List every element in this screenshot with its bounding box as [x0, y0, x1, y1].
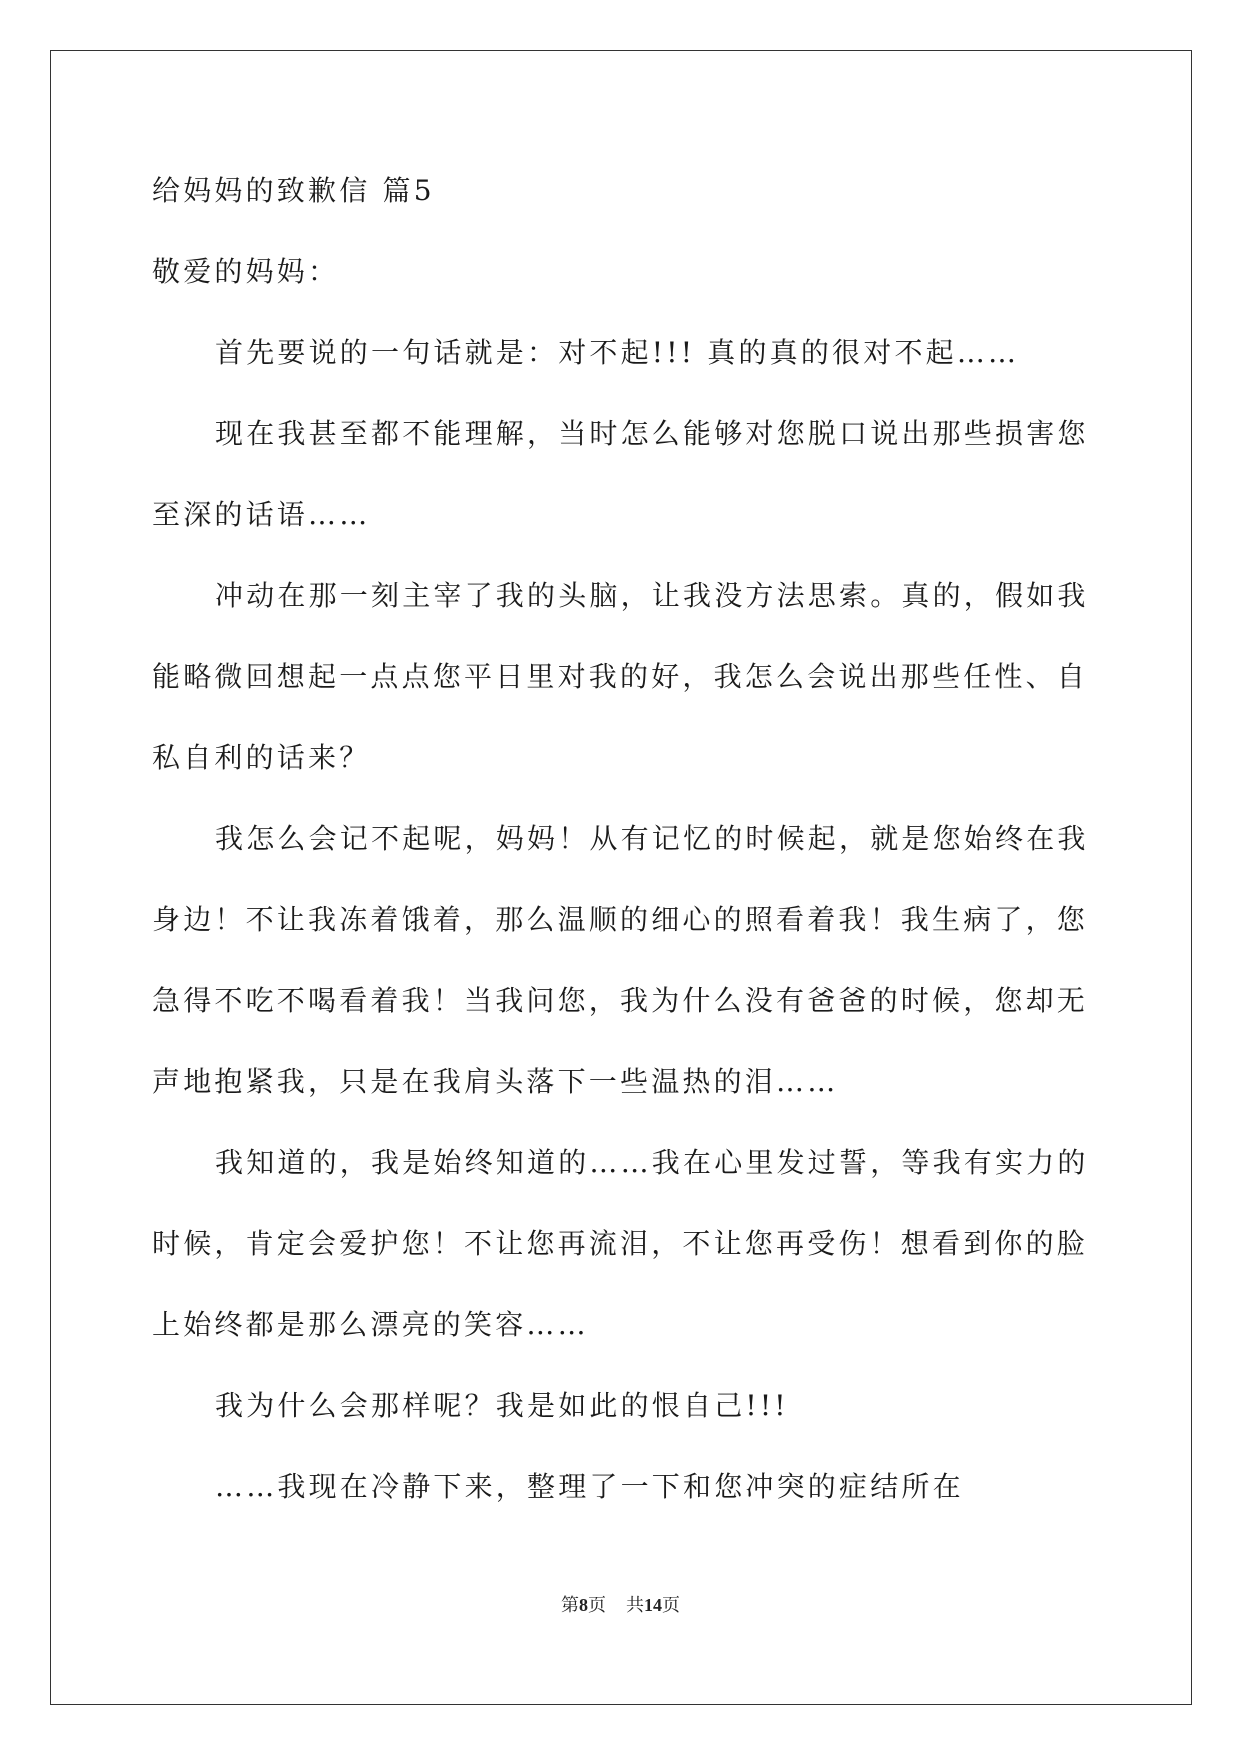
paragraph-line: 急得不吃不喝看着我！当我问您，我为什么没有爸爸的时候，您却无	[152, 984, 1089, 1017]
paragraph-line: 身边！不让我冻着饿着，那么温顺的细心的照看着我！我生病了，您	[152, 903, 1089, 936]
paragraph-line: 声地抱紧我，只是在我肩头落下一些温热的泪……	[152, 1065, 839, 1098]
paragraph-line: 时候，肯定会爱护您！不让您再流泪，不让您再受伤！想看到你的脸	[152, 1227, 1089, 1260]
salutation: 敬爱的妈妈：	[152, 255, 340, 288]
footer-page-suffix: 页	[588, 1595, 606, 1615]
paragraph-line: 至深的话语……	[152, 498, 371, 531]
total-pages: 14	[644, 1595, 662, 1615]
paragraph-line: 私自利的话来？	[152, 741, 371, 774]
footer-total-prefix: 共	[626, 1595, 644, 1615]
document-title: 给妈妈的致歉信 篇5	[152, 174, 435, 207]
paragraph-line: ……我现在冷静下来，整理了一下和您冲突的症结所在	[215, 1470, 964, 1503]
paragraph-line: 我知道的，我是始终知道的……我在心里发过誓，等我有实力的	[215, 1146, 1089, 1179]
document-body	[152, 165, 1092, 1542]
footer-prefix: 第	[561, 1595, 579, 1615]
paragraph-line: 能略微回想起一点点您平日里对我的好，我怎么会说出那些任性、自	[152, 660, 1089, 693]
paragraph-line: 现在我甚至都不能理解，当时怎么能够对您脱口说出那些损害您	[215, 417, 1089, 450]
page-footer	[0, 1591, 1241, 1617]
paragraph-line: 我为什么会那样呢？我是如此的恨自己!!!	[215, 1389, 789, 1422]
paragraph-line: 上始终都是那么漂亮的笑容……	[152, 1308, 589, 1341]
paragraph-line: 首先要说的一句话就是：对不起!!! 真的真的很对不起……	[215, 336, 1020, 369]
footer-total-suffix: 页	[662, 1595, 680, 1615]
page-number: 8	[579, 1595, 588, 1615]
paragraph-line: 我怎么会记不起呢，妈妈！从有记忆的时候起，就是您始终在我	[215, 822, 1089, 855]
paragraph-line: 冲动在那一刻主宰了我的头脑，让我没方法思索。真的，假如我	[215, 579, 1089, 612]
